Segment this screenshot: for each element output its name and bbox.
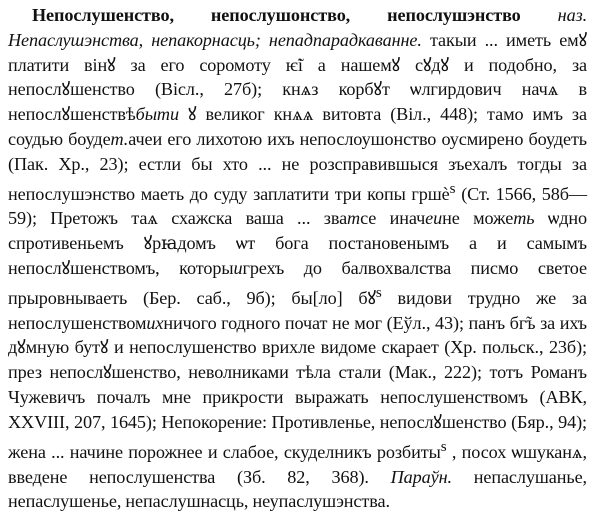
citation-fragment: не може (442, 208, 514, 229)
citation-fragment: (Ст. 1566, 58б—59); Претожъ таѧ схажска ваша ... зва (8, 183, 587, 229)
part-of-speech: наз. (557, 5, 588, 25)
citation-fragment: ꙋ великог кнѧѧ витовта (Віл., 448); тамо имъ за соудью боуде (8, 104, 587, 149)
superscript-mark: s (449, 179, 456, 197)
italic-fragment: еи (425, 208, 443, 229)
italic-fragment: их (146, 312, 164, 333)
italic-fragment: ть (513, 208, 535, 229)
variants-label: Параўн. (390, 466, 452, 487)
citation-fragment: , посох ѡшуканѧ, введене непослушенства (Зб. 82, 368). (8, 441, 587, 487)
citation-fragment: се инач (360, 208, 426, 229)
citation-text (8, 30, 587, 487)
italic-fragment: быти (135, 104, 179, 125)
superscript-mark: s (440, 437, 447, 455)
italic-fragment: т. (110, 128, 129, 149)
citation-fragment: ничого годного почат не мог (Еўл., 43); панъ бг̃ъ за ихъ дꙋмную бутꙋ и непослушенство врихле видоме скарает (Хр. польск., 23б); през непослꙋшенство, неволниками тѣла стали (Мак., 222); тотъ Романъ Чужевичъ почалъ мне прикрости выражать непослушенствомъ (АВК, XXVIII, 207, 1645); Непокорение: Противленье, непослꙋшенство (Бяр., 94); жена ... начине порожнее и слабое, скуделникъ розбиты (8, 312, 587, 462)
headword: Непослушенство, непослушонство, непослушэнство (32, 5, 521, 25)
belarusian-translations: Непаслушэнства, непакорнасць; непадпарадкаванне. (8, 29, 422, 50)
citation-fragment: ѡдно спротивеньемъ ꙋрꙗдомъ ѡт бога постановенымъ а и самымъ непослꙋшенствомъ, которы (8, 208, 588, 279)
superscript-mark: s (375, 283, 382, 301)
italic-fragment: и (233, 258, 243, 279)
italic-fragment: т (347, 208, 361, 229)
citation-fragment: грехъ до балвохвалства писмо светое прыровнываеть (Бер. саб., 9б); бы[ло] бꙋ (8, 258, 587, 308)
variant-forms: непаслушаньe, непаслушенье, непаслушнасць, неупаслушэнства. (8, 466, 587, 512)
citation-fragment: ачеи его лихотою ихъ непослоушонство оусмирено боудеть (Пак. Хр., 23); естли бы хто ... не розсправившыся зъехалъ тогды за непослушэнство маеть до суду заплатити три копы гршѐ (8, 128, 587, 204)
citation-fragment: видови трудно же за непослушенством (8, 287, 587, 333)
citation-fragment: ѥ̃і а нашемꙋ сꙋдꙋ и подобно, за непослꙋшенство (Вісл., 27б); кнѧз корбꙋт ѡлгирдович начѧ в непослꙋшенствѣ (8, 54, 588, 125)
citation-fragment: такыи ... иметь емꙋ платити вінꙋ за его соромоту (8, 29, 588, 75)
